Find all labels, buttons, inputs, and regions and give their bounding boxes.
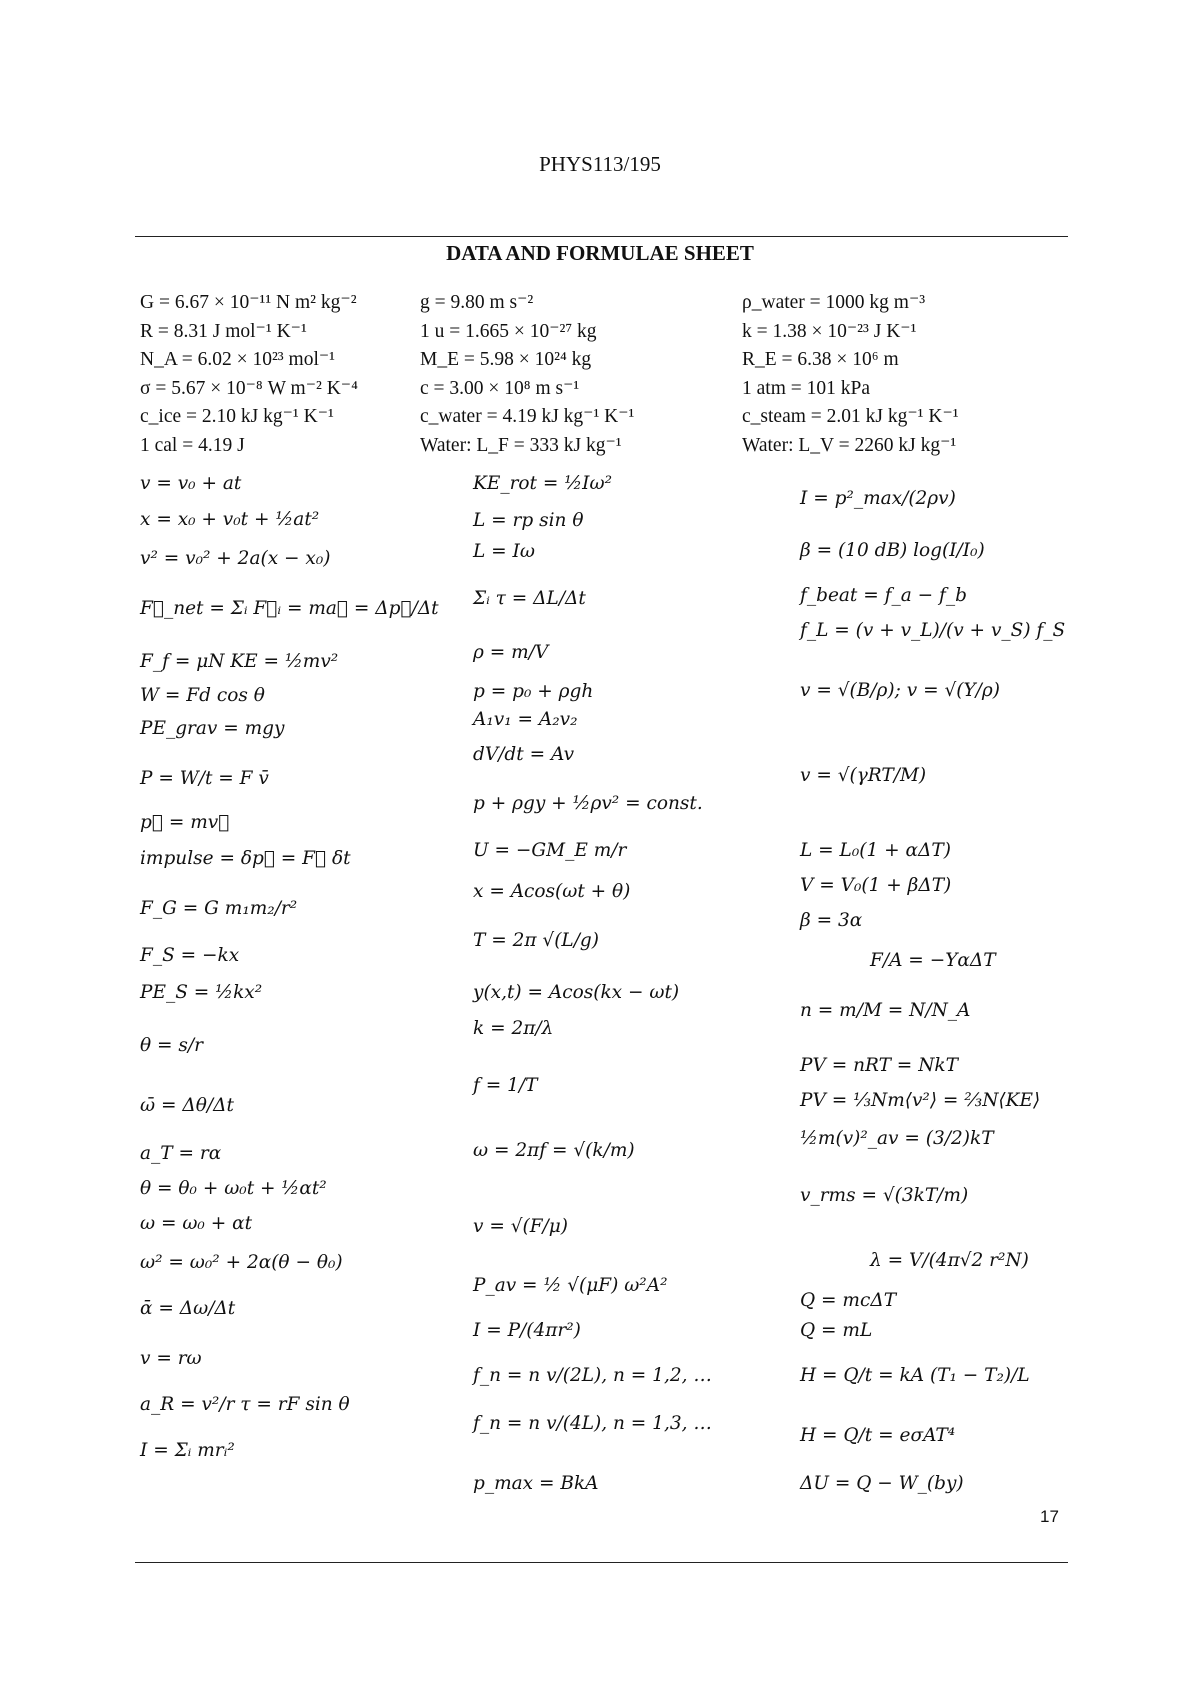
formula: p_max = BkA (473, 1473, 599, 1494)
formula: Q = mL (800, 1320, 873, 1341)
formula: ω = 2πf = √(k/m) (473, 1140, 635, 1161)
formula: θ = θ₀ + ω₀t + ½αt² (140, 1178, 327, 1199)
formula: L = rp sin θ (473, 510, 584, 531)
sheet-title: DATA AND FORMULAE SHEET (446, 241, 754, 265)
formula: KE_rot = ½Iω² (473, 473, 612, 494)
formula: f_beat = f_a − f_b (800, 585, 967, 606)
formula: p⃗ = mv⃗ (140, 812, 230, 833)
formula: x = Acos(ωt + θ) (473, 881, 631, 902)
constant-line: c_water = 4.19 kJ kg⁻¹ K⁻¹ (420, 406, 635, 427)
constant-line: N_A = 6.02 × 10²³ mol⁻¹ (140, 349, 335, 370)
formula: PV = nRT = NkT (800, 1055, 958, 1076)
formula: β = 3α (800, 910, 863, 931)
constant-line: Water: L_F = 333 kJ kg⁻¹ (420, 434, 622, 456)
constant-line: σ = 5.67 × 10⁻⁸ W m⁻² K⁻⁴ (140, 377, 358, 399)
formula: F⃗_net = Σᵢ F⃗ᵢ = ma⃗ = Δp⃗/Δt (140, 598, 439, 619)
constant-line: Water: L_V = 2260 kJ kg⁻¹ (742, 434, 957, 456)
constants-col2 (420, 289, 634, 460)
formula: T = 2π √(L/g) (473, 930, 599, 951)
formula: F_S = −kx (140, 945, 240, 966)
formula: θ = s/r (140, 1035, 203, 1056)
formula: n = m/M = N/N_A (800, 1000, 971, 1021)
constant-line: g = 9.80 m s⁻² (420, 292, 534, 313)
formula: f_n = n v/(2L), n = 1,2, … (473, 1365, 712, 1386)
formula: v = √(γRT/M) (800, 765, 927, 786)
constant-line: ρ_water = 1000 kg m⁻³ (742, 292, 926, 313)
formula: v = √(F/μ) (473, 1216, 569, 1237)
formula: f_L = (v + v_L)/(v + v_S) f_S (800, 620, 1066, 641)
formula: H = Q/t = eσAT⁴ (800, 1425, 956, 1446)
formula: f_n = n v/(4L), n = 1,3, … (473, 1413, 712, 1434)
formula: x = x₀ + v₀t + ½at² (140, 509, 320, 530)
formula: v = √(B/ρ); v = √(Y/ρ) (800, 680, 1001, 701)
formula: impulse = δp⃗ = F⃗ δt (140, 848, 351, 869)
formula: P_av = ½ √(μF) ω²A² (473, 1275, 668, 1296)
constant-line: c_ice = 2.10 kJ kg⁻¹ K⁻¹ (140, 406, 334, 427)
formula: f = 1/T (473, 1075, 538, 1096)
constant-line: R_E = 6.38 × 10⁶ m (742, 349, 899, 370)
formula: dV/dt = Av (473, 744, 575, 765)
formula: λ = V/(4π√2 r²N) (870, 1250, 1029, 1271)
constant-line: R = 8.31 J mol⁻¹ K⁻¹ (140, 320, 307, 342)
constants-col3 (742, 289, 959, 460)
course-code: PHYS113/195 (539, 152, 661, 176)
constant-line: 1 cal = 4.19 J (140, 434, 245, 456)
formula: a_T = rα (140, 1143, 222, 1164)
formula: H = Q/t = kA (T₁ − T₂)/L (800, 1365, 1030, 1386)
constant-line: c = 3.00 × 10⁸ m s⁻¹ (420, 377, 580, 399)
formula: v² = v₀² + 2a(x − x₀) (140, 548, 331, 569)
formula: I = Σᵢ mrᵢ² (140, 1440, 235, 1461)
formula: F_f = μN KE = ½mv² (140, 651, 339, 672)
formula: p = p₀ + ρgh (473, 681, 594, 702)
formula: y(x,t) = Acos(kx − ωt) (473, 982, 680, 1003)
formula: F/A = −YαΔT (870, 950, 996, 971)
formula: U = −GM_E m/r (473, 840, 627, 861)
formula: A₁v₁ = A₂v₂ (473, 709, 578, 730)
formula: ΔU = Q − W_(by) (800, 1473, 964, 1494)
formula: ρ = m/V (473, 642, 549, 663)
formula: Q = mcΔT (800, 1290, 897, 1311)
formula: ω = ω₀ + αt (140, 1213, 253, 1234)
constant-line: G = 6.67 × 10⁻¹¹ N m² kg⁻² (140, 292, 357, 313)
formula: I = P/(4πr²) (473, 1320, 581, 1341)
constant-line: 1 atm = 101 kPa (742, 377, 870, 399)
formula: L = Iω (473, 541, 535, 562)
constant-line: M_E = 5.98 × 10²⁴ kg (420, 349, 592, 370)
formula: I = p²_max/(2ρv) (800, 488, 956, 509)
constant-line: c_steam = 2.01 kJ kg⁻¹ K⁻¹ (742, 406, 959, 427)
formula: W = Fd cos θ (140, 685, 265, 706)
formula: a_R = v²/r τ = rF sin θ (140, 1394, 350, 1415)
formula: ω̄ = Δθ/Δt (140, 1095, 234, 1116)
formula: PE_S = ½kx² (140, 982, 263, 1003)
formula: v_rms = √(3kT/m) (800, 1185, 969, 1206)
page-number: 17 (1040, 1507, 1059, 1526)
top-rule (135, 236, 1068, 237)
formula: F_G = G m₁m₂/r² (140, 898, 298, 919)
constants-col1 (140, 289, 358, 460)
formula: PE_grav = mgy (140, 718, 285, 739)
bottom-rule (135, 1562, 1068, 1563)
formula: ω² = ω₀² + 2α(θ − θ₀) (140, 1252, 343, 1273)
formula: v = rω (140, 1348, 202, 1369)
formula: p + ρgy + ½ρv² = const. (473, 793, 703, 814)
constant-line: 1 u = 1.665 × 10⁻²⁷ kg (420, 320, 597, 342)
constant-line: k = 1.38 × 10⁻²³ J K⁻¹ (742, 320, 917, 342)
formula: v = v₀ + at (140, 473, 242, 494)
formula: PV = ⅓Nm⟨v²⟩ = ⅔N⟨KE⟩ (800, 1090, 1041, 1111)
formula: Σᵢ τ = ΔL/Δt (473, 588, 586, 609)
formula: V = V₀(1 + βΔT) (800, 875, 952, 896)
formula: L = L₀(1 + αΔT) (800, 840, 951, 861)
formula: k = 2π/λ (473, 1018, 554, 1039)
formula: ᾱ = Δω/Δt (140, 1298, 236, 1319)
formula: P = W/t = F v̄ (140, 768, 269, 789)
formula: ½m(v)²_av = (3/2)kT (800, 1128, 994, 1149)
formula: β = (10 dB) log(I/I₀) (800, 540, 985, 561)
